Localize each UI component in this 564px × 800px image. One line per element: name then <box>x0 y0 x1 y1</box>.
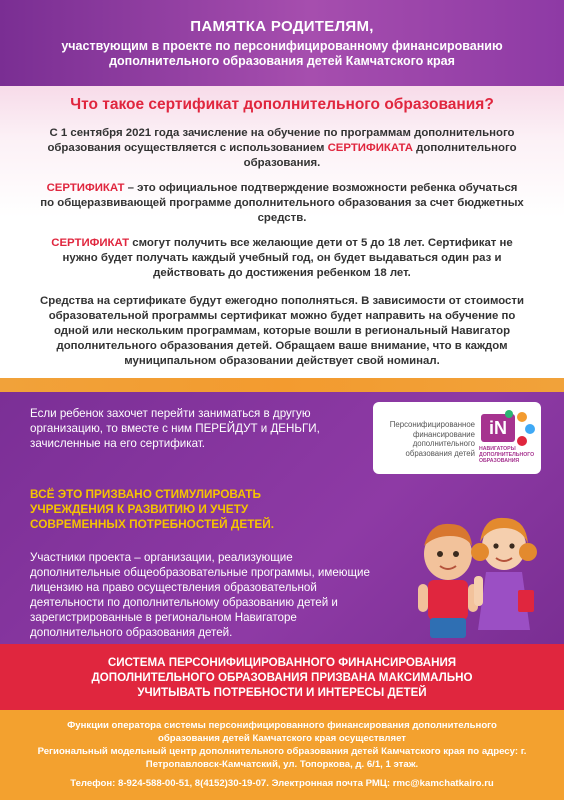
logo-dot-red <box>517 436 527 446</box>
navigator-logo-caption: НАВИГАТОРЫ ДОПОЛНИТЕЛЬНОГО ОБРАЗОВАНИЯ <box>479 446 535 464</box>
participants-paragraph: Участники проекта – организации, реализующие дополнительные общеобразовательные программы, имеющие лицензию на право осуществления образовательной деятельности по дополнительному образованию детей и зарегистрированные в региональном Навигаторе дополнительного образования детей. <box>30 551 370 639</box>
orange-divider <box>0 378 564 392</box>
footer-operator: Функции оператора системы персонифицированного финансирования дополнительного образования детей Камчатского края осуществляет <box>67 720 497 744</box>
intro-paragraph-1 <box>40 126 524 171</box>
header-subtitle: участвующим в проекте по персонифицированному финансированию дополнительного образования детей Камчатского края <box>61 39 503 68</box>
red-banner <box>0 644 564 710</box>
navigator-logo <box>477 410 535 466</box>
footer <box>0 710 564 800</box>
logo-dot-blue <box>525 424 535 434</box>
p2-highlight: СЕРТИФИКАТ <box>46 182 125 194</box>
p3-highlight: СЕРТИФИКАТ <box>51 237 130 249</box>
red-banner-text: СИСТЕМА ПЕРСОНИФИЦИРОВАННОГО ФИНАНСИРОВАНИЯ ДОПОЛНИТЕЛЬНОГО ОБРАЗОВАНИЯ ПРИЗВАНА МАКСИМАЛЬНО УЧИТЫВАТЬ ПОТРЕБНОСТИ И ИНТЕРЕСЫ ДЕТЕЙ <box>91 656 473 699</box>
navigator-card-text: Персонифицированное финансирование дополнительного образования детей <box>389 420 475 458</box>
transfer-paragraph: Если ребенок захочет перейти заниматься в другую организацию, то вместе с ним ПЕРЕЙДУТ и ДЕНЬГИ, зачисленные на его сертификат. <box>30 407 320 450</box>
motivation-paragraph: ВСЁ ЭТО ПРИЗВАНО СТИМУЛИРОВАТЬ УЧРЕЖДЕНИЯ К РАЗВИТИЮ И УЧЕТУ СОВРЕМЕННЫХ ПОТРЕБНОСТЕЙ ДЕТЕЙ. <box>30 487 275 531</box>
p1-text-end: дополнительного образования. <box>243 142 517 169</box>
intro-section <box>0 86 564 378</box>
p1-text-start: С 1 сентября 2021 года зачисление на обучение по программам дополнительного образования осуществляется с использованием <box>47 127 515 154</box>
navigator-card <box>373 402 541 474</box>
navigator-logo-mark: iN <box>481 414 515 442</box>
footer-contacts: Телефон: 8-924-588-00-51, 8(4152)30-19-07. Электронная почта РМЦ: rmc@kamchatkairo.ru <box>70 778 494 789</box>
intro-paragraph-2 <box>40 181 524 226</box>
intro-paragraph-4: Средства на сертификате будут ежегодно пополняться. В зависимости от стоимости образовательной программы сертификат можно будет направить на обучение по одной или нескольким программам, которые вошли в региональный Навигатор дополнительного образования детей. Обращаем ваше внимание, что в каждом муниципальном образовании действует свой номинал. <box>40 295 524 367</box>
header-banner <box>0 0 564 86</box>
header-title: ПАМЯТКА РОДИТЕЛЯМ, <box>190 18 374 35</box>
logo-dot-green <box>505 410 513 418</box>
p2-text: – это официальное подтверждение возможности ребенка обучаться по общеразвивающей программе дополнительного образования за счет бюджетных средств. <box>40 182 524 224</box>
p1-highlight: СЕРТИФИКАТА <box>327 142 413 154</box>
section-question: Что такое сертификат дополнительного образования? <box>70 96 494 113</box>
purple-section <box>0 392 564 644</box>
footer-address: Региональный модельный центр дополнительного образования детей Камчатского края по адресу: г. Петропавловск-Камчатский, ул. Топоркова, д. 6/1, 1 этаж. <box>37 746 527 770</box>
intro-paragraph-3 <box>40 236 524 281</box>
children-illustration <box>400 502 550 644</box>
girl-figure <box>471 518 537 630</box>
p3-text: смогут получить все желающие дети от 5 до 18 лет. Сертификат не нужно будет получать каждый учебный год, он будет выдаваться один раз и действовать до достижения ребенком 18 лет. <box>62 237 513 279</box>
logo-dot-orange <box>517 412 527 422</box>
boy-figure <box>418 524 478 638</box>
